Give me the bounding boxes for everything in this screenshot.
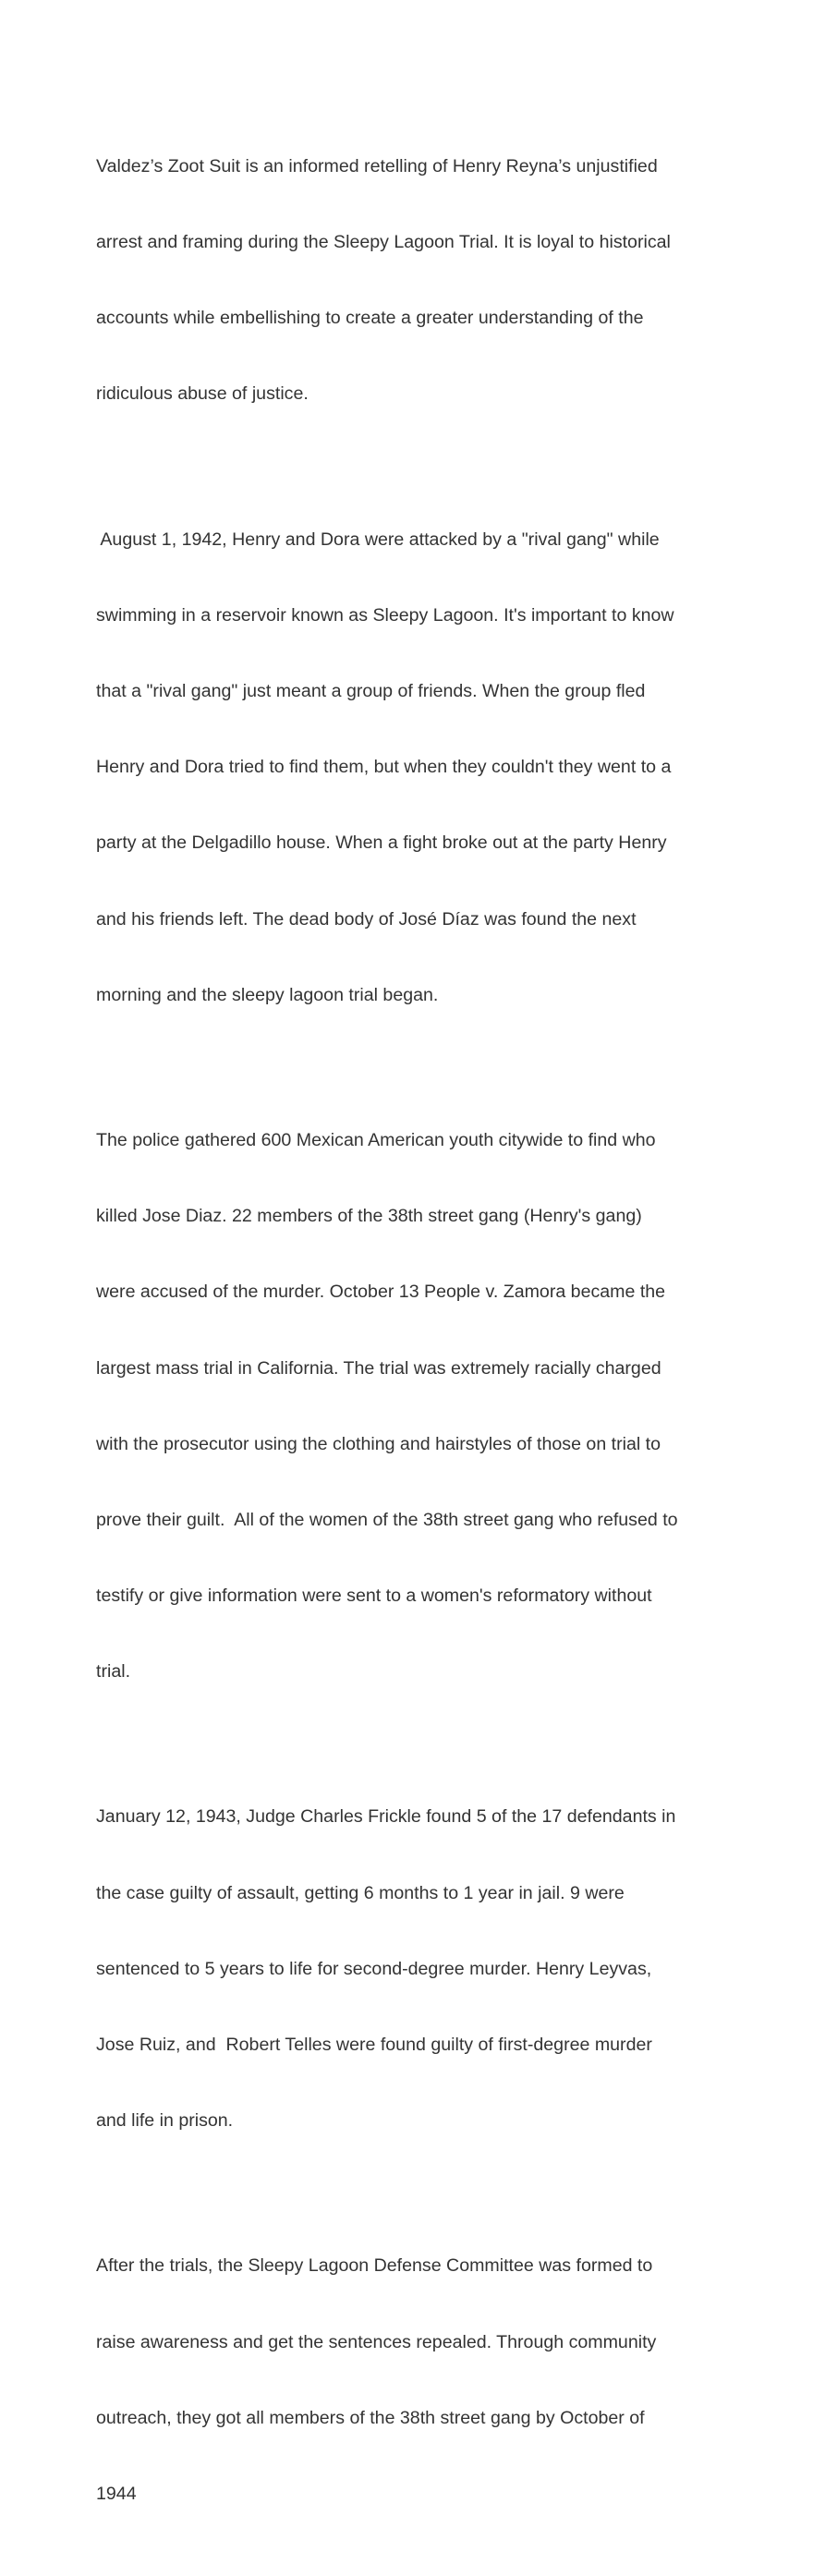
text-line: The police gathered 600 Mexican American youth citywide to find who bbox=[96, 1129, 656, 1150]
text-line: and life in prison. bbox=[96, 2110, 234, 2132]
text-line: were accused of the murder. October 13 People v. Zamora became the bbox=[96, 1282, 666, 1303]
text-line: raise awareness and get the sentences repealed. Through community bbox=[96, 2331, 657, 2352]
text-line: the case guilty of assault, getting 6 months to 1 year in jail. 9 were bbox=[96, 1882, 625, 1903]
text-line: swimming in a reservoir known as Sleepy Lagoon. It's important to know bbox=[96, 604, 674, 626]
text-line: accounts while embellishing to create a greater understanding of the bbox=[96, 308, 644, 329]
document-body bbox=[96, 103, 724, 2576]
text-line: and his friends left. The dead body of José Díaz was found the next bbox=[96, 908, 637, 930]
text-line: Henry and Dora tried to find them, but when they couldn't they went to a bbox=[96, 757, 672, 778]
text-line: prove their guilt. All of the women of the 38th street gang who refused to bbox=[96, 1509, 678, 1530]
text-line: After the trials, the Sleepy Lagoon Defense Committee was formed to bbox=[96, 2255, 653, 2277]
text-line: January 12, 1943, Judge Charles Frickle found 5 of the 17 defendants in bbox=[96, 1806, 676, 1828]
text-line: ridiculous abuse of justice. bbox=[96, 383, 309, 405]
text-line: that a "rival gang" just meant a group of friends. When the group fled bbox=[96, 680, 646, 701]
text-line: Jose Ruiz, and Robert Telles were found guilty of first-degree murder bbox=[96, 2035, 652, 2056]
text-line: 1944 bbox=[96, 2483, 137, 2504]
text-line: party at the Delgadillo house. When a fight broke out at the party Henry bbox=[96, 832, 667, 854]
paragraph-january-1943 bbox=[96, 1755, 724, 2185]
text-line: Valdez’s Zoot Suit is an informed retelling of Henry Reyna’s unjustified bbox=[96, 155, 658, 176]
text-line: largest mass trial in California. The trial was extremely racially charged bbox=[96, 1357, 661, 1379]
text-line: outreach, they got all members of the 38th street gang by October of bbox=[96, 2407, 645, 2428]
text-line: trial. bbox=[96, 1661, 131, 1683]
text-line: morning and the sleepy lagoon trial began. bbox=[96, 984, 439, 1005]
text-line: with the prosecutor using the clothing and hairstyles of those on trial to bbox=[96, 1433, 661, 1454]
paragraph-august-1942 bbox=[96, 477, 724, 1059]
paragraph-defense-committee bbox=[96, 2204, 724, 2558]
text-line: arrest and framing during the Sleepy Lagoon Trial. It is loyal to historical bbox=[96, 232, 671, 253]
paragraph-intro bbox=[96, 103, 724, 458]
text-line: killed Jose Diaz. 22 members of the 38th street gang (Henry's gang) bbox=[96, 1206, 642, 1227]
text-line: sentenced to 5 years to life for second-degree murder. Henry Leyvas, bbox=[96, 1958, 652, 1979]
text-line: August 1, 1942, Henry and Dora were attacked by a "rival gang" while bbox=[96, 529, 660, 550]
paragraph-police bbox=[96, 1077, 724, 1736]
text-line: testify or give information were sent to a women's reformatory without bbox=[96, 1586, 652, 1607]
